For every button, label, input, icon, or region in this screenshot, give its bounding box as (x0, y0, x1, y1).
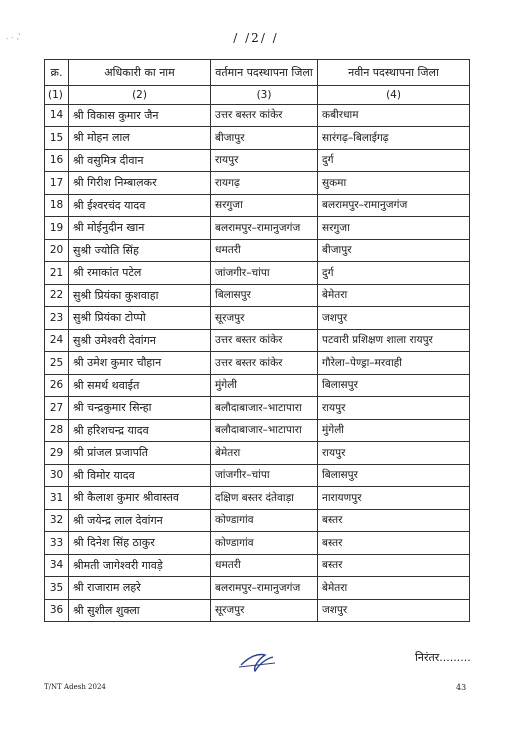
page-number: / /2/ / (233, 31, 279, 45)
officer-name-cell: श्री ईश्वरचंद यादव (69, 194, 211, 217)
current-district-cell: बलौदाबाजार–भाटापारा (211, 419, 318, 442)
table-row (45, 149, 470, 172)
table-row (45, 329, 470, 352)
current-district-cell: धमतरी (211, 554, 318, 577)
current-district-cell: बिलासपुर (211, 284, 318, 307)
serial-cell: 14 (45, 104, 69, 127)
new-district-cell: दुर्ग (318, 149, 470, 172)
serial-cell: 29 (45, 442, 69, 465)
column-number: (3) (211, 86, 318, 105)
officer-name-cell: श्री उमेश कुमार चौहान (69, 352, 211, 375)
officer-name-cell: श्री विमोर यादव (69, 464, 211, 487)
table-row (45, 532, 470, 555)
serial-cell: 23 (45, 307, 69, 330)
table-row (45, 464, 470, 487)
officer-name-cell: श्रीमती जागेश्वरी गावड़े (69, 554, 211, 577)
current-district-cell: सरगुजा (211, 194, 318, 217)
officer-name-cell: श्री मोईनुदीन खान (69, 217, 211, 240)
current-district-cell: दक्षिण बस्तर दंतेवाड़ा (211, 487, 318, 510)
officer-name-cell: श्री राजाराम लहरे (69, 577, 211, 600)
serial-cell: 33 (45, 532, 69, 555)
current-district-cell: मुंगेली (211, 374, 318, 397)
new-district-cell: सरगुजा (318, 217, 470, 240)
serial-cell: 35 (45, 577, 69, 600)
current-district-cell: बलरामपुर–रामानुजगंज (211, 217, 318, 240)
table-row (45, 104, 470, 127)
officer-name-cell: श्री विकास कुमार जैन (69, 104, 211, 127)
serial-cell: 21 (45, 262, 69, 285)
column-number: (4) (318, 86, 470, 105)
current-district-cell: बीजापुर (211, 127, 318, 150)
table-row (45, 352, 470, 375)
table-row (45, 509, 470, 532)
new-district-cell: कबीरधाम (318, 104, 470, 127)
officer-name-cell: श्री चन्द्रकुमार सिन्हा (69, 397, 211, 420)
current-district-cell: उत्तर बस्तर कांकेर (211, 352, 318, 375)
header-new-district: नवीन पदस्थापना जिला (318, 60, 470, 86)
officer-name-cell: श्री प्रांजल प्रजापति (69, 442, 211, 465)
current-district-cell: उत्तर बस्तर कांकेर (211, 329, 318, 352)
new-district-cell: बेमेतरा (318, 284, 470, 307)
new-district-cell: जशपुर (318, 599, 470, 622)
new-district-cell: बीजापुर (318, 239, 470, 262)
table-row (45, 172, 470, 195)
serial-cell: 25 (45, 352, 69, 375)
table-row (45, 307, 470, 330)
officer-name-cell: श्री कैलाश कुमार श्रीवास्तव (69, 487, 211, 510)
new-district-cell: पटवारी प्रशिक्षण शाला रायपुर (318, 329, 470, 352)
footer-page-number: 43 (456, 683, 467, 692)
new-district-cell: रायपुर (318, 397, 470, 420)
new-district-cell: बस्तर (318, 532, 470, 555)
new-district-cell: दुर्ग (318, 262, 470, 285)
table-row (45, 397, 470, 420)
table-row (45, 554, 470, 577)
serial-cell: 15 (45, 127, 69, 150)
continued-label: निरंतर......... (415, 651, 471, 664)
header-officer-name: अधिकारी का नाम (69, 60, 211, 86)
officer-name-cell: सुश्री प्रियंका टोप्पो (69, 307, 211, 330)
officer-name-cell: श्री रमाकांत पटेल (69, 262, 211, 285)
officer-name-cell: सुश्री प्रियंका कुशवाहा (69, 284, 211, 307)
officer-name-cell: श्री वसुमित्र दीवान (69, 149, 211, 172)
table-row (45, 442, 470, 465)
officer-name-cell: श्री जयेन्द्र लाल देवांगन (69, 509, 211, 532)
serial-cell: 31 (45, 487, 69, 510)
serial-cell: 32 (45, 509, 69, 532)
serial-cell: 17 (45, 172, 69, 195)
new-district-cell: बिलासपुर (318, 464, 470, 487)
officer-name-cell: श्री मोहन लाल (69, 127, 211, 150)
current-district-cell: कोण्डागांव (211, 509, 318, 532)
table-row (45, 599, 470, 622)
table-row (45, 577, 470, 600)
officer-name-cell: श्री दिनेश सिंह ठाकुर (69, 532, 211, 555)
table-row (45, 262, 470, 285)
officer-name-cell: श्री हरिशचन्द्र यादव (69, 419, 211, 442)
new-district-cell: बलरामपुर–रामानुजगंज (318, 194, 470, 217)
table-row (45, 194, 470, 217)
new-district-cell: सारंगढ़–बिलाईगढ़ (318, 127, 470, 150)
footer-document-id: T/NT Adesh 2024 (44, 683, 106, 691)
current-district-cell: बेमेतरा (211, 442, 318, 465)
officer-name-cell: श्री गिरीश निम्बालकर (69, 172, 211, 195)
transfer-table (44, 59, 470, 622)
column-number: (2) (69, 86, 211, 105)
table-row (45, 419, 470, 442)
table-header-row (45, 60, 470, 86)
current-district-cell: कोण्डागांव (211, 532, 318, 555)
current-district-cell: धमतरी (211, 239, 318, 262)
serial-cell: 28 (45, 419, 69, 442)
current-district-cell: सूरजपुर (211, 599, 318, 622)
new-district-cell: सुकमा (318, 172, 470, 195)
serial-cell: 22 (45, 284, 69, 307)
new-district-cell: मुंगेली (318, 419, 470, 442)
table-row (45, 127, 470, 150)
table-row (45, 284, 470, 307)
current-district-cell: बलौदाबाजार–भाटापारा (211, 397, 318, 420)
officer-name-cell: सुश्री ज्योति सिंह (69, 239, 211, 262)
new-district-cell: जशपुर (318, 307, 470, 330)
current-district-cell: रायपुर (211, 149, 318, 172)
current-district-cell: जांजगीर–चांपा (211, 262, 318, 285)
serial-cell: 34 (45, 554, 69, 577)
table-row (45, 239, 470, 262)
serial-cell: 36 (45, 599, 69, 622)
serial-cell: 18 (45, 194, 69, 217)
column-number: (1) (45, 86, 69, 105)
serial-cell: 20 (45, 239, 69, 262)
table-row (45, 374, 470, 397)
new-district-cell: बेमेतरा (318, 577, 470, 600)
new-district-cell: बस्तर (318, 554, 470, 577)
current-district-cell: जांजगीर–चांपा (211, 464, 318, 487)
officer-name-cell: श्री समर्थ थवाईत (69, 374, 211, 397)
serial-cell: 24 (45, 329, 69, 352)
serial-cell: 16 (45, 149, 69, 172)
new-district-cell: बस्तर (318, 509, 470, 532)
serial-cell: 26 (45, 374, 69, 397)
current-district-cell: उत्तर बस्तर कांकेर (211, 104, 318, 127)
current-district-cell: सूरजपुर (211, 307, 318, 330)
new-district-cell: गौरेला–पेण्ड्रा–मरवाही (318, 352, 470, 375)
serial-cell: 30 (45, 464, 69, 487)
serial-cell: 27 (45, 397, 69, 420)
signature-mark (235, 647, 280, 675)
header-current-district: वर्तमान पदस्थापना जिला (211, 60, 318, 86)
new-district-cell: रायपुर (318, 442, 470, 465)
new-district-cell: बिलासपुर (318, 374, 470, 397)
current-district-cell: रायगढ़ (211, 172, 318, 195)
table-row (45, 217, 470, 240)
officer-name-cell: सुश्री उमेश्वरी देवांगन (69, 329, 211, 352)
scan-mark: · · ,' (5, 31, 22, 44)
new-district-cell: नारायणपुर (318, 487, 470, 510)
serial-cell: 19 (45, 217, 69, 240)
current-district-cell: बलरामपुर–रामानुजगंज (211, 577, 318, 600)
table-row (45, 487, 470, 510)
header-serial: क्र. (45, 60, 69, 86)
column-number-row (45, 86, 470, 105)
officer-name-cell: श्री सुशील शुक्ला (69, 599, 211, 622)
